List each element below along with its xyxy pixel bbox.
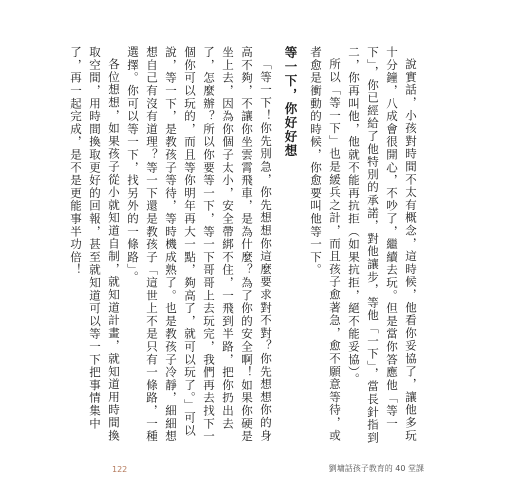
paragraph: 說實話，小孩對時間不太有概念，這時候，他看你妥協了，讓他多玩十分鐘，八成會很開心，不吵了，繼續去玩。但是當你答應他「等一下」，你已經給了他特別的承諾，對他讓步，等他「一下」，當長針指到二，你再叫他，他就不能再抗拒（如果抗拒，絕不能妥協）。 <box>347 46 418 445</box>
paragraph: 所以「等一下」也是緩兵之計，而且孩子愈著急，愈不願意等待，或者愈是衝動的時候，你愈要叫他等一下。 <box>309 46 342 442</box>
paragraph: 「等一下！你先別急，你先想想你這麼要求對不對？你先想想你的身高不夠，不讓你坐雲霄飛車，是為什麼？為了你的安全啊！如果你硬是坐上去，因為你個子太小，安全帶綁不住，一飛到半路，把你扔出去了，怎麼辦？所以你要等一下，等一下哥哥上去玩完，我們再去找下一個你可以玩的，而且等你明年再大一點，夠高了，就可以玩了。」可以說，等一下，是教孩子等待，等時機成熟了。也是教孩子冷靜，細細想想自己有沒有道理？等一下還是教孩子「這世上不是只有一條路，一種選擇。你可以等一下，找另外的一條路」。 <box>126 46 273 443</box>
running-footer-book-title: 劉墉話孩子教育的 40 堂課 <box>328 464 424 473</box>
page-number: 122 <box>112 465 128 474</box>
section-heading: 等一下，你好好想 <box>283 46 298 158</box>
body-text <box>69 46 420 446</box>
paragraph: 各位想想，如果孩子從小就知道自制，就知道計畫，就知道用時間換取空間，用時間換取更好的回報，甚至就知道可以等一下把事情集中了，再一起完成，是不是更能事半功倍！ <box>69 46 121 442</box>
